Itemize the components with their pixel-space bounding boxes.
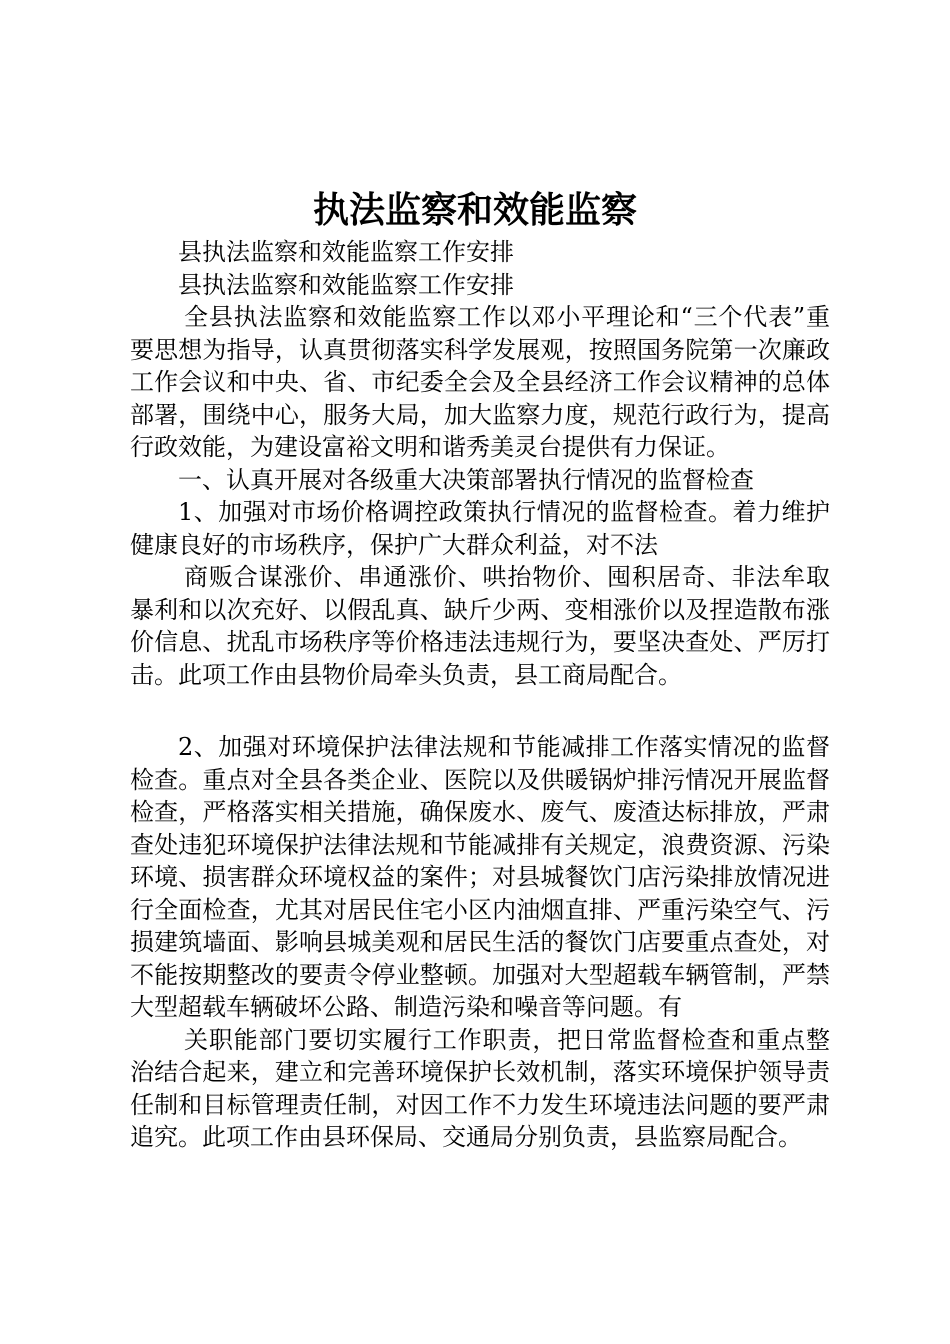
body-paragraph: 关职能部门要切实履行工作职责，把日常监督检查和重点整治结合起来，建立和完善环境保护长效机制，落实环境保护领导责任制和目标管理责任制，对因工作不力发生环境违法问题的要严肃追究。此项工作由县环保局、交通局分别负责，县监察局配合。 [130,1025,830,1151]
subtitle-line: 县执法监察和效能监察工作安排 [178,270,514,299]
document-title: 执法监察和效能监察 [312,189,637,231]
body-paragraph: 2、加强对环境保护法律法规和节能减排工作落实情况的监督检查。重点对全县各类企业、医院以及供暖锅炉排污情况开展监督检查，严格落实相关措施，确保废水、废气、废渣达标排放，严肃查处违犯环境保护法律法规和节能减排有关规定，浪费资源、污染环境、损害群众环境权益的案件；对县城餐饮门店污染排放情况进行全面检查，尤其对居民住宅小区内油烟直排、严重污染空气、污损建筑墙面、影响县城美观和居民生活的餐饮门店要重点查处，对不能按期整改的要责令停业整顿。加强对大型超载车辆管制，严禁大型超载车辆破坏公路、制造污染和噪音等问题。有 [130,733,830,1021]
section-heading: 一、认真开展对各级重大决策部署执行情况的监督检查 [178,465,754,494]
paragraph-gap [130,691,830,731]
subtitle-line: 县执法监察和效能监察工作安排 [178,238,514,266]
body-paragraph: 1、加强对市场价格调控政策执行情况的监督检查。着力维护健康良好的市场秩序，保护广大群众利益，对不法 [130,498,830,559]
document-body [130,236,830,1154]
intro-paragraph: 全县执法监察和效能监察工作以邓小平理论和“三个代表”重要思想为指导，认真贯彻落实科学发展观，按照国务院第一次廉政工作会议和中央、省、市纪委全会及全县经济工作会议精神的总体部署，围绕中心，服务大局，加大监察力度，规范行政行为，提高行政效能，为建设富裕文明和谐秀美灵台提供有力保证。 [130,303,830,461]
body-paragraph: 商贩合谋涨价、串通涨价、哄抬物价、囤积居奇、非法牟取暴利和以次充好、以假乱真、缺斤少两、变相涨价以及捏造散布涨价信息、扰乱市场秩序等价格违法违规行为，要坚决查处、严厉打击。此项工作由县物价局牵头负责，县工商局配合。 [130,563,830,689]
